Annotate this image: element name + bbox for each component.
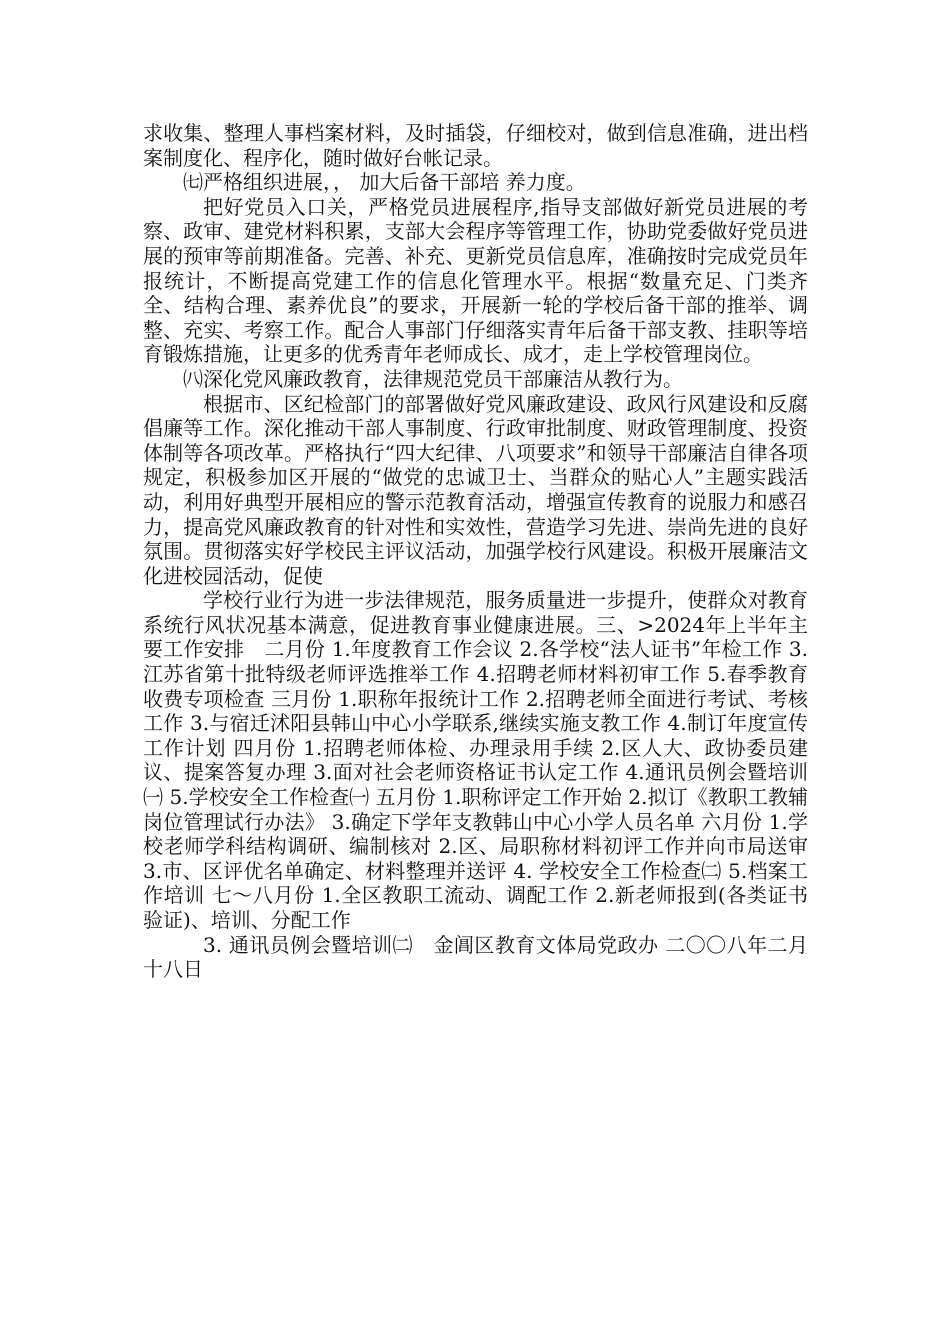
paragraph-work-schedule: 学校行业行为进一步法律规范，服务质量进一步提升，使群众对教育系统行风状况基本满意，促进教育事业健康进展。三、>2024年上半年主要工作安排 二月份 1.年度教育工作会议 2.各学校“法人证书”年检工作 3.江苏省第十批特级老师评选推举工作 4.招聘老师材料初审工作 5.春季教育收费专项检查 三月份 1.职称年报统计工作 2.招聘老师全面进行考试、考核工作 3.与宿迁沭阳县韩山中心小学联系,继续实施支教工作 4.制订年度宣传工作计划 四月份 1.招聘老师体检、办理录用手续 2.区人大、政协委员建议、提案答复办理 3.面对社会老师资格证书认定工作 4.通讯员例会暨培训㈠ 5.学校安全工作检查㈠ 五月份 1.职称评定工作开始 2.拟订《教职工教辅岗位管理试行办法》 3.确定下学年支教韩山中心小学人员名单 六月份 1.学校老师学科结构调研、编制核对 2.区、局职称材料初评工作并向市局送审 3.市、区评优名单确定、材料整理并送评 4. 学校安全工作检查㈡ 5.档案工作培训 七～八月份 1.全区教职工流动、调配工作 2.新老师报到(各类证书验证)、培训、分配工作: [143, 588, 808, 932]
heading-section-7: ㈦严格组织进展，， 加大后备干部培 养力度。: [183, 170, 586, 195]
paragraph-party-member-development: 把好党员入口关，严格党员进展程序,指导支部做好新党员进展的考察、政审、建党材料积累，支部大会程序等管理工作，协助党委做好党员进展的预审等前期准备。完善、补充、更新党员信息库，准确按时完成党员年报统计，不断提高党建工作的信息化管理水平。根据“数量充足、门类齐全、结构合理、素养优良”的要求，开展新一轮的学校后备干部的推举、调整、充实、考察工作。配合人事部门仔细落实青年后备干部支教、挂职等培育锻炼措施，让更多的优秀青年老师成长、成才，走上学校管理岗位。: [143, 194, 808, 367]
paragraph-signature: 3. 通讯员例会暨培训㈡ 金阊区教育文体局党政办 二〇〇八年二月十八日: [143, 932, 808, 982]
paragraph-archives-management: 求收集、整理人事档案材料，及时插袋，仔细校对，做到信息准确，进出档案制度化、程序化，随时做好台帐记录。: [143, 121, 808, 170]
paragraph-anti-corruption: 根据市、区纪检部门的部署做好党风廉政建设、政风行风建设和反腐倡廉等工作。深化推动干部人事制度、行政审批制度、财政管理制度、投资体制等各项改革。严格执行“四大纪律、八项要求”和领导干部廉洁自律各项规定，积极参加区开展的“做党的忠诚卫士、当群众的贴心人”主题实践活动，利用好典型开展相应的警示范教育活动，增强宣传教育的说服力和感召力，提高党风廉政教育的针对性和实效性，营造学习先进、崇尚先进的良好氛围。贯彻落实好学校民主评议活动，加强学校行风建设。积极开展廉洁文化进校园活动，促使: [143, 391, 808, 588]
document-body: [143, 121, 808, 982]
heading-section-8: ㈧深化党风廉政教育，法律规范党员干部廉洁从教行为。: [183, 366, 683, 391]
